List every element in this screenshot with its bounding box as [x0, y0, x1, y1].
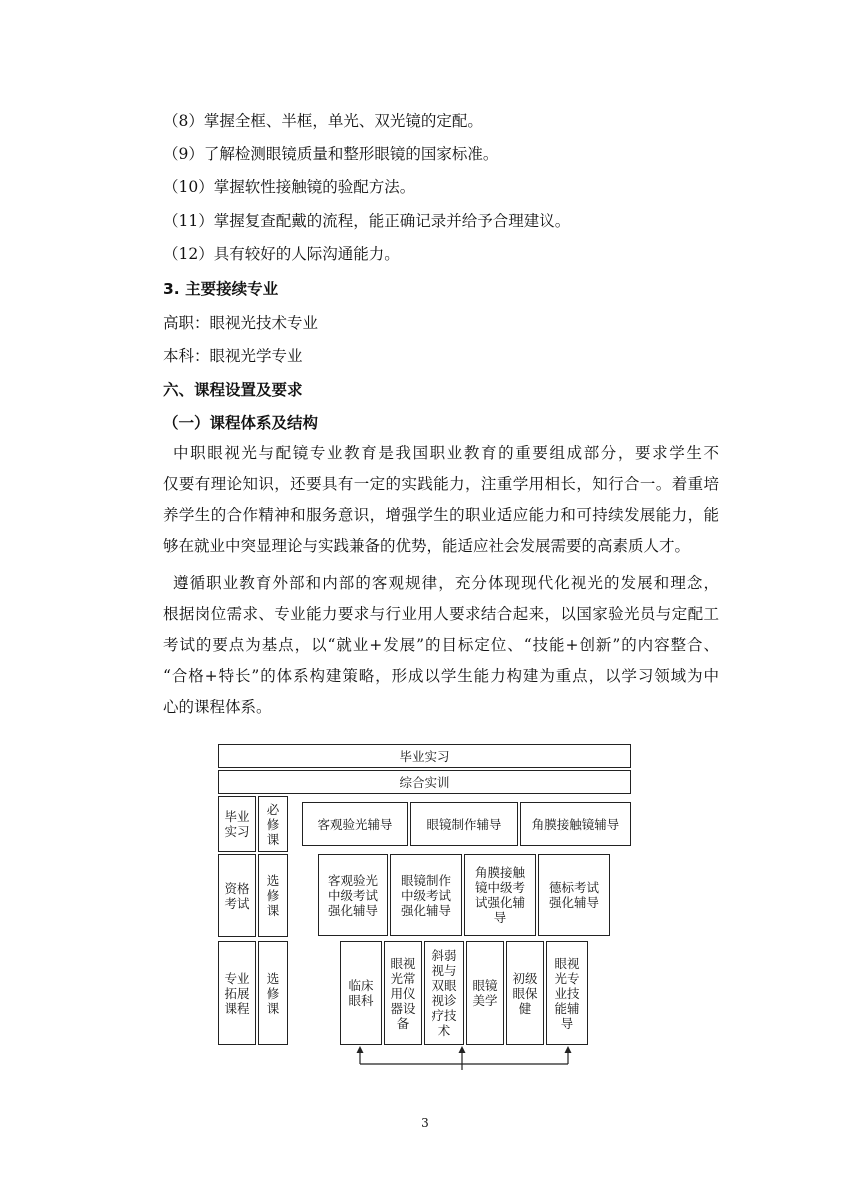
- course-german-standard-exam-prep: 德标考试 强化辅导: [538, 854, 610, 936]
- type-elective-course: 选 修 课: [258, 941, 288, 1045]
- section-heading-continuing-majors: 3. 主要接续专业: [163, 280, 279, 298]
- skill-item-8: （8）掌握全框、半框，单光、双光镜的定配。: [163, 112, 483, 130]
- paragraph-line: 够在就业中突显理论与实践兼备的优势，能适应社会发展需要的高素质人才。: [163, 537, 691, 555]
- continuing-major-higher-vocational: 高职：眼视光技术专业: [163, 314, 319, 332]
- continuing-major-undergraduate: 本科：眼视光学专业: [163, 347, 303, 365]
- course-primary-eye-care: 初级 眼保 健: [506, 941, 544, 1045]
- category-professional-extension: 专业 拓展 课程: [218, 941, 256, 1045]
- course-objective-refraction-tutoring: 客观验光辅导: [302, 802, 408, 846]
- course-contact-lens-exam-prep: 角膜接触 镜中级考 试强化辅 导: [464, 854, 536, 936]
- course-optometry-skills-tutoring: 眼视 光专 业技 能辅 导: [546, 941, 588, 1045]
- skill-item-12: （12）具有较好的人际沟通能力。: [163, 245, 400, 263]
- course-clinical-ophthalmology: 临床 眼科: [340, 941, 382, 1045]
- course-lens-making-exam-prep: 眼镜制作 中级考试 强化辅导: [390, 854, 462, 936]
- skill-item-9: （9）了解检测眼镜质量和整形眼镜的国家标准。: [163, 145, 499, 163]
- course-lens-making-tutoring: 眼镜制作辅导: [410, 802, 518, 846]
- subsection-heading-course-system: （一）课程体系及结构: [163, 414, 319, 432]
- paragraph-line: 养学生的合作精神和服务意识，增强学生的职业适应能力和可持续发展能力，能: [163, 506, 719, 524]
- course-strabismus-binocular-vision: 斜弱 视与 双眼 视诊 疗技 术: [424, 941, 464, 1045]
- course-refraction-exam-prep: 客观验光 中级考试 强化辅导: [318, 854, 388, 936]
- course-contact-lens-tutoring: 角膜接触镜辅导: [520, 802, 631, 846]
- section-heading-curriculum: 六、课程设置及要求: [163, 381, 303, 399]
- category-graduation-internship: 毕业 实习: [218, 796, 256, 852]
- paragraph-line: 中职眼视光与配镜专业教育是我国职业教育的重要组成部分，要求学生不: [173, 444, 719, 462]
- paragraph-curriculum-principles: [163, 568, 719, 723]
- skill-item-10: （10）掌握软性接触镜的验配方法。: [163, 178, 416, 196]
- page-number: 3: [421, 1116, 429, 1130]
- skill-item-11: （11）掌握复查配戴的流程，能正确记录并给予合理建议。: [163, 212, 571, 230]
- bar-graduation-internship: 毕业实习: [218, 744, 631, 768]
- type-elective-course: 选 修 课: [258, 854, 288, 937]
- category-qualification-exam: 资格 考试: [218, 854, 256, 937]
- paragraph-line: 仅要有理论知识，还要具有一定的实践能力，注重学用相长，知行合一。着重培: [163, 475, 719, 493]
- paragraph-education-goals: [163, 438, 719, 562]
- course-optometry-instruments: 眼视 光常 用仪 器设 备: [384, 941, 422, 1045]
- course-eyewear-aesthetics: 眼镜 美学: [466, 941, 504, 1045]
- bracket-arrows: [340, 1044, 590, 1074]
- type-required-course: 必 修 课: [258, 796, 288, 852]
- paragraph-line: “合格+特长”的体系构建策略，形成以学生能力构建为重点，以学习领域为中: [163, 667, 719, 685]
- paragraph-line: 考试的要点为基点，以“就业+发展”的目标定位、“技能+创新”的内容整合、: [163, 636, 719, 654]
- paragraph-line: 心的课程体系。: [163, 698, 272, 716]
- paragraph-line: 遵循职业教育外部和内部的客观规律，充分体现现代化视光的发展和理念，: [173, 574, 719, 592]
- paragraph-line: 根据岗位需求、专业能力要求与行业用人要求结合起来，以国家验光员与定配工: [163, 605, 719, 623]
- bar-comprehensive-training: 综合实训: [218, 770, 631, 794]
